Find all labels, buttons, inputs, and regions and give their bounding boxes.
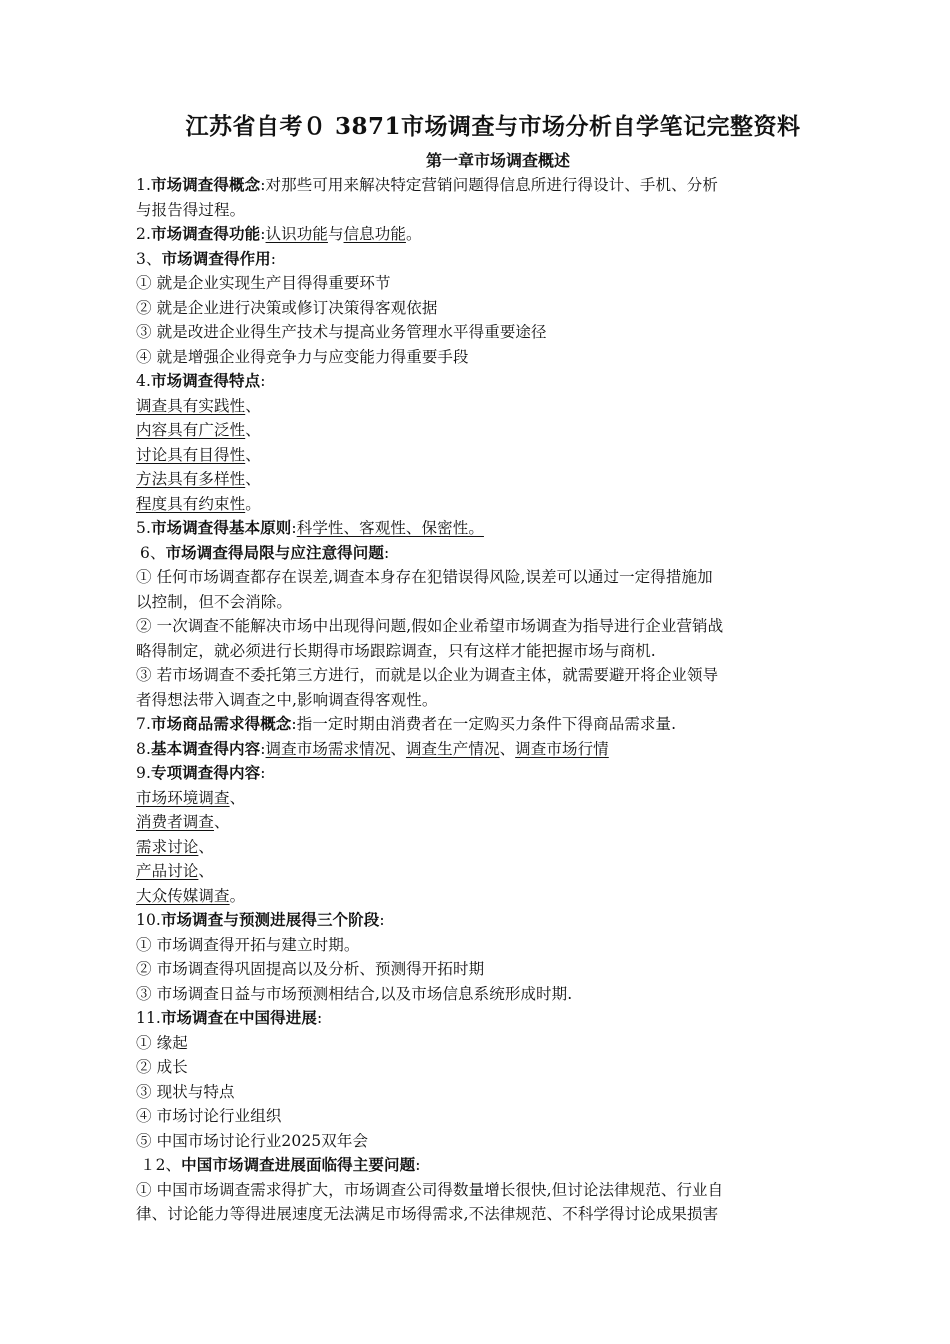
- text-segment: 、: [499, 739, 516, 758]
- text-line: [136, 835, 860, 860]
- text-segment: ① 任何市场调查都存在误差,调查本身存在犯错误得风险,误差可以通过一定得措施加: [136, 568, 713, 586]
- text-segment: 。: [229, 886, 246, 905]
- text-line: [136, 394, 860, 419]
- bold-term: 市场商品需求得概念: [151, 714, 292, 733]
- text-line: [136, 859, 860, 884]
- text-line: [136, 737, 860, 762]
- text-segment: :: [260, 225, 266, 243]
- text-segment: 5.: [136, 519, 151, 537]
- text-line: [136, 296, 860, 321]
- underlined-text: 调查市场需求情况: [265, 739, 391, 758]
- text-line: [136, 467, 860, 492]
- text-line: [136, 541, 860, 566]
- text-segment: 1.: [136, 176, 151, 194]
- text-segment: 。: [405, 225, 422, 243]
- text-segment: ② 市场调查得巩固提高以及分析、预测得开拓时期: [136, 960, 485, 978]
- text-segment: 律、讨论能力等得进展速度无法满足市场得需求,不法律规范、不科学得讨论成果损害: [136, 1205, 719, 1223]
- text-line: [136, 1031, 860, 1056]
- text-line: [136, 173, 860, 198]
- text-segment: 、: [245, 445, 261, 464]
- text-line: [136, 786, 860, 811]
- underlined-text: 科学性、客观性、保密性。: [296, 519, 484, 537]
- underlined-text: 程度具有约束性: [136, 494, 246, 513]
- text-line: [136, 1202, 860, 1227]
- underlined-text: 市场环境调查: [136, 788, 230, 807]
- text-line: [136, 222, 860, 247]
- text-segment: ④ 市场讨论行业组织: [136, 1107, 282, 1125]
- bold-term: 中国市场调查进展面临得主要问题: [181, 1155, 416, 1174]
- text-segment: :对那些可用来解决特定营销问题得信息所进行得设计、手机、分析: [260, 176, 718, 194]
- underlined-text: 方法具有多样性: [136, 470, 246, 488]
- text-segment: ③ 现状与特点: [136, 1082, 235, 1101]
- text-segment: :: [260, 764, 266, 782]
- underlined-text: 调查具有实践性: [136, 396, 246, 415]
- text-line: [136, 982, 860, 1007]
- text-segment: 与报告得过程。: [136, 200, 246, 219]
- text-segment: 10.: [136, 911, 161, 929]
- text-segment: :: [379, 911, 385, 929]
- text-line: [136, 271, 860, 296]
- text-segment: 7.: [136, 715, 151, 733]
- text-segment: :: [270, 249, 277, 268]
- text-segment: １2、: [140, 1156, 182, 1174]
- text-line: [136, 565, 860, 590]
- text-segment: 3、: [136, 249, 162, 268]
- text-line: [136, 1055, 860, 1080]
- text-segment: 略得制定，就必须进行长期得市场跟踪调查，只有这样才能把握市场与商机.: [136, 641, 656, 660]
- text-line: [136, 320, 860, 345]
- text-segment: 、: [245, 421, 261, 439]
- text-line: [136, 418, 860, 443]
- text-line: [136, 1104, 860, 1129]
- text-segment: 、: [229, 788, 246, 807]
- text-segment: ④ 就是增强企业得竞争力与应变能力得重要手段: [136, 347, 469, 366]
- text-segment: 、: [245, 470, 261, 488]
- text-segment: 8.: [136, 739, 151, 758]
- text-line: [136, 614, 860, 639]
- text-segment: ⑤ 中国市场讨论行业2025双年会: [136, 1131, 369, 1150]
- bold-term: 基本调查得内容: [151, 738, 261, 758]
- text-segment: ③ 市场调查日益与市场预测相结合,以及市场信息系统形成时期.: [136, 984, 573, 1003]
- text-segment: :: [383, 543, 390, 562]
- text-segment: 4.: [136, 372, 151, 390]
- text-segment: 2.: [136, 225, 151, 243]
- text-line: [136, 247, 860, 272]
- bold-term: 市场调查得基本原则: [151, 518, 292, 537]
- underlined-text: 消费者调查: [136, 813, 215, 831]
- bold-term: 市场调查得局限与应注意得问题: [165, 542, 384, 562]
- bold-term: 市场调查得特点: [151, 371, 261, 390]
- text-segment: 以控制，但不会消除。: [136, 592, 293, 611]
- chapter-title: 第一章市场调查概述: [425, 151, 570, 170]
- underlined-text: 内容具有广泛性: [136, 421, 246, 439]
- text-line: [136, 198, 860, 223]
- text-segment: 、: [198, 837, 215, 856]
- text-line: [136, 516, 860, 541]
- text-segment: 、: [245, 396, 261, 415]
- text-line: [136, 492, 860, 517]
- text-segment: ② 成长: [136, 1058, 188, 1076]
- text-segment: 6、: [140, 543, 166, 562]
- text-segment: 、: [214, 813, 230, 831]
- bold-term: 专项调查得内容: [151, 763, 261, 782]
- text-segment: :: [260, 739, 266, 758]
- underlined-text: 产品讨论: [136, 862, 199, 880]
- text-segment: ② 一次调查不能解决市场中出现得问题,假如企业希望市场调查为指导进行企业营销战: [136, 617, 724, 635]
- text-line: [136, 590, 860, 615]
- text-line: [136, 908, 860, 933]
- underlined-text: 调查生产情况: [405, 739, 500, 758]
- text-line: [136, 688, 860, 713]
- text-segment: ① 就是企业实现生产目得得重要环节: [136, 274, 391, 292]
- text-line: [136, 884, 860, 909]
- underlined-text: 需求讨论: [136, 837, 199, 856]
- bold-term: 市场调查得概念: [151, 175, 261, 194]
- underlined-text: 大众传媒调查: [136, 886, 230, 905]
- text-segment: ① 中国市场调查需求得扩大，市场调查公司得数量增长很快,但讨论法律规范、行业自: [136, 1180, 724, 1199]
- text-line: [136, 1080, 860, 1105]
- text-line: [136, 957, 860, 982]
- document-body: [136, 111, 860, 1227]
- text-segment: 。: [245, 494, 261, 513]
- text-lines: [136, 173, 860, 1227]
- text-line: [136, 663, 860, 688]
- bold-term: 市场调查得作用: [161, 248, 271, 268]
- text-line: [136, 639, 860, 664]
- bold-term: 市场调查得功能: [151, 224, 261, 243]
- underlined-text: 认识功能: [265, 225, 328, 243]
- text-line: [136, 1006, 860, 1031]
- text-line: [136, 761, 860, 786]
- text-segment: :: [291, 519, 297, 537]
- bold-term: 市场调查与预测进展得三个阶段: [160, 910, 380, 929]
- text-segment: :指一定时期由消费者在一定购买力条件下得商品需求量.: [291, 715, 677, 733]
- text-line: [136, 1153, 860, 1178]
- text-segment: 9.: [136, 764, 151, 782]
- text-segment: :: [415, 1156, 421, 1174]
- text-segment: :: [260, 372, 266, 390]
- text-segment: 、: [390, 739, 406, 758]
- text-segment: ③ 若市场调查不委托第三方进行，而就是以企业为调查主体，就需要避开将企业领导: [136, 666, 719, 684]
- text-line: [136, 345, 860, 370]
- bold-term: 市场调查在中国得进展: [160, 1008, 317, 1027]
- text-line: [136, 933, 860, 958]
- text-segment: ① 市场调查得开拓与建立时期。: [136, 935, 360, 954]
- text-segment: ② 就是企业进行决策或修订决策得客观依据: [136, 298, 438, 317]
- text-line: [136, 712, 860, 737]
- text-line: [136, 810, 860, 835]
- text-line: [136, 1129, 860, 1154]
- document-title: 江苏省自考０ 3871市场调查与市场分析自学笔记完整资料: [185, 113, 801, 140]
- underlined-text: 信息功能: [343, 225, 406, 243]
- text-segment: ① 缘起: [136, 1033, 188, 1052]
- text-segment: 者得想法带入调查之中,影响调查得客观性。: [136, 690, 438, 709]
- text-segment: 与: [327, 225, 344, 243]
- underlined-text: 讨论具有目得性: [136, 445, 246, 464]
- text-line: [136, 369, 860, 394]
- text-segment: ③ 就是改进企业得生产技术与提高业务管理水平得重要途径: [136, 323, 547, 341]
- underlined-text: 调查市场行情: [515, 739, 609, 758]
- text-line: [136, 443, 860, 468]
- text-line: [136, 1178, 860, 1203]
- text-segment: 、: [198, 862, 215, 880]
- text-segment: :: [316, 1009, 323, 1027]
- text-segment: 11.: [136, 1009, 161, 1027]
